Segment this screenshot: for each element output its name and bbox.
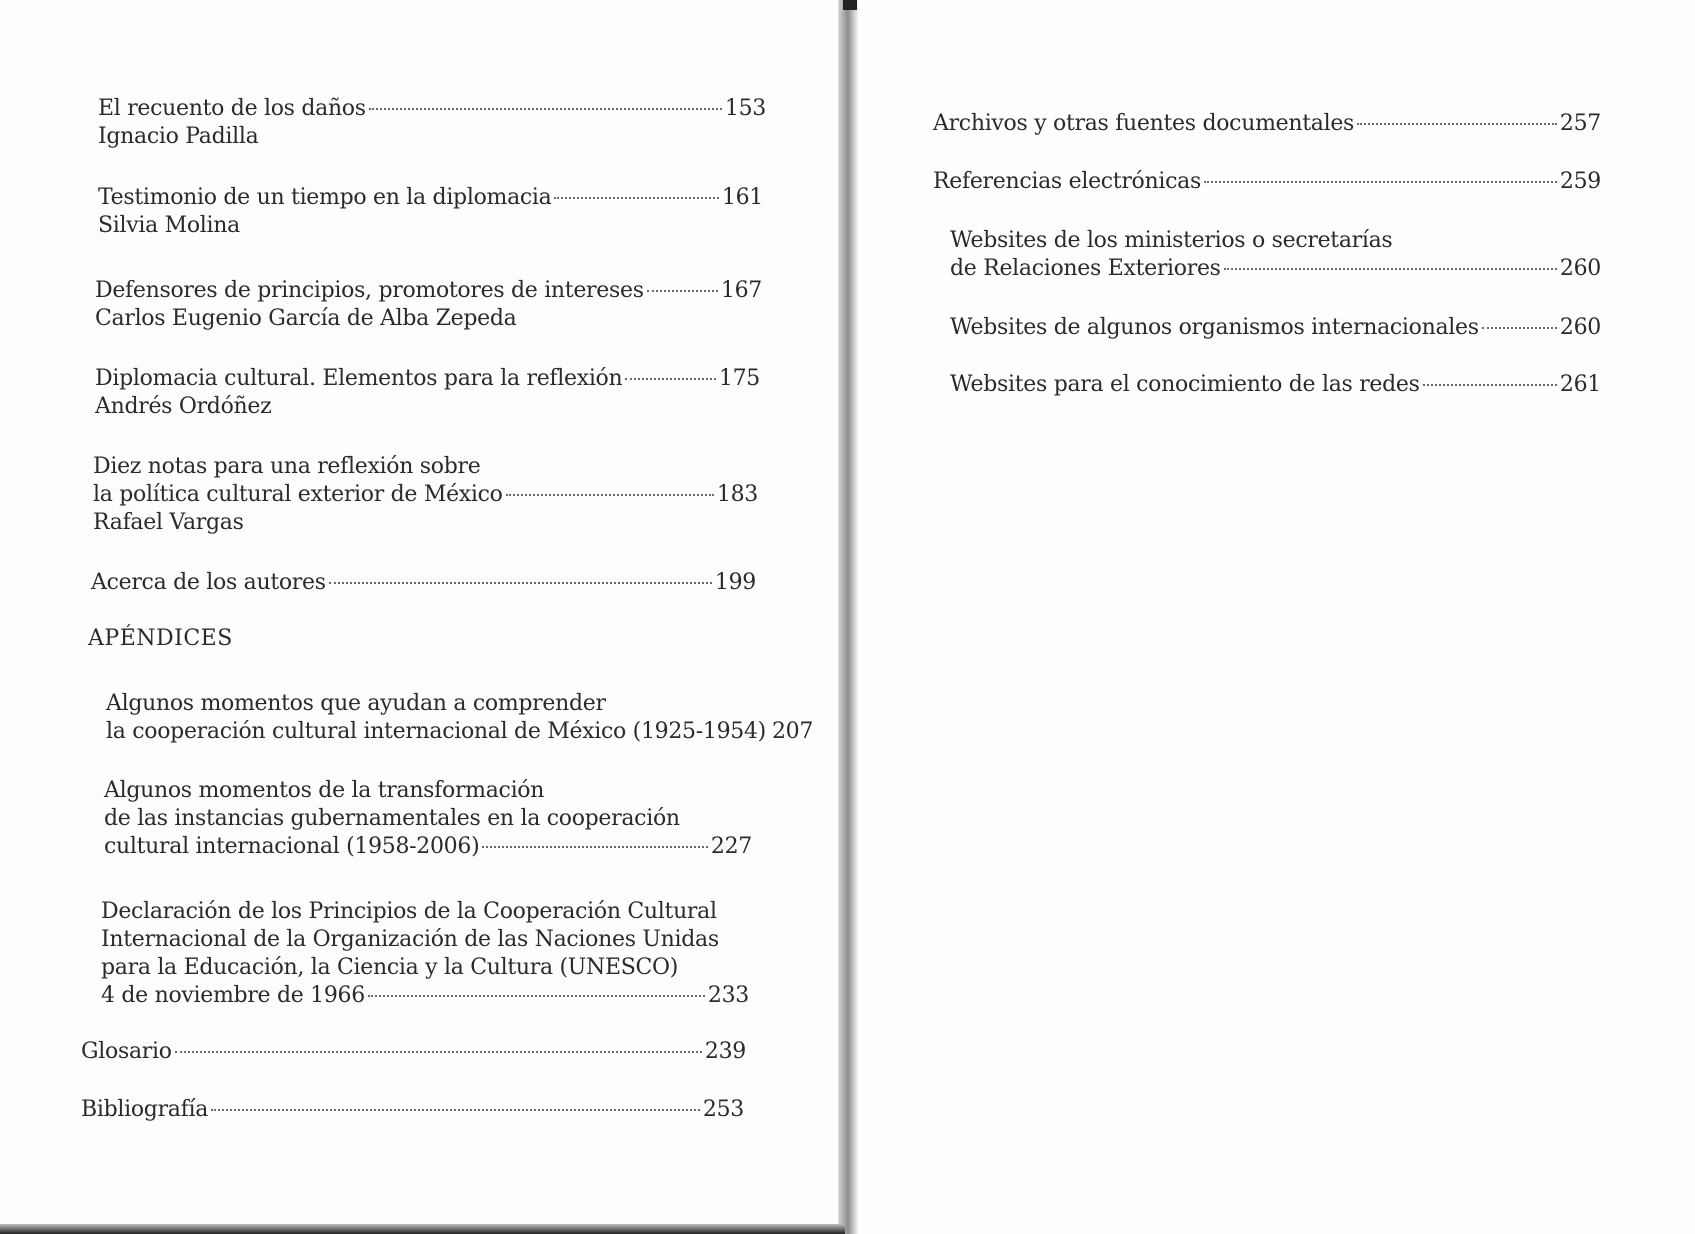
toc-entry	[950, 371, 1601, 399]
toc-entry-line: Internacional de la Organización de las Naciones Unidas	[101, 927, 719, 952]
toc-entry	[933, 110, 1601, 138]
toc-entry-page: 161	[721, 185, 763, 210]
gutter-mark	[843, 0, 857, 10]
toc-entry-line	[81, 1038, 746, 1066]
toc-entry-line: de las instancias gubernamentales en la cooperación	[104, 806, 680, 831]
dot-leader	[211, 1109, 700, 1111]
toc-entry-title: Testimonio de un tiempo en la diplomacia	[98, 185, 552, 210]
toc-entry-title: la política cultural exterior de México	[93, 482, 503, 507]
toc-entry	[91, 569, 756, 597]
toc-entry-page: 153	[724, 96, 766, 121]
dot-leader	[369, 108, 722, 110]
toc-entry-title: Defensores de principios, promotores de intereses	[95, 278, 644, 303]
toc-entry-line: Diez notas para una reflexión sobre	[93, 454, 481, 479]
toc-entry-page: 233	[707, 983, 749, 1008]
toc-entry	[98, 95, 766, 151]
toc-entry	[81, 1038, 746, 1066]
toc-entry-page: 257	[1559, 111, 1601, 136]
dot-leader	[1482, 327, 1557, 329]
toc-entry-title: El recuento de los daños	[98, 96, 366, 121]
toc-entry-title: de Relaciones Exteriores	[950, 256, 1221, 281]
toc-entry-title: Acerca de los autores	[91, 570, 326, 595]
toc-entry-line	[950, 255, 1601, 283]
toc-entry-line	[104, 833, 752, 861]
toc-entry-line	[101, 982, 749, 1010]
dot-leader	[368, 995, 705, 997]
toc-entry-line	[933, 110, 1601, 138]
toc-entry-line	[98, 184, 763, 212]
page-shadow	[0, 1224, 845, 1234]
dot-leader	[1423, 384, 1557, 386]
toc-entry-line	[106, 718, 814, 746]
toc-entry-page: 261	[1559, 372, 1601, 397]
toc-entry-title: la cooperación cultural internacional de México (1925-1954)	[106, 719, 766, 744]
book-gutter	[838, 0, 858, 1234]
toc-entry-page: 259	[1559, 169, 1601, 194]
appendix-entry	[104, 777, 752, 861]
toc-entry-page: 207	[771, 719, 814, 744]
toc-entry-author: Ignacio Padilla	[98, 124, 259, 149]
toc-entry-line: Declaración de los Principios de la Cooperación Cultural	[101, 899, 717, 924]
dot-leader	[506, 494, 714, 496]
toc-entry	[93, 453, 758, 537]
toc-entry	[933, 168, 1601, 196]
toc-entry-line	[98, 95, 766, 123]
toc-entry-line	[950, 371, 1601, 399]
toc-entry-author: Rafael Vargas	[93, 510, 244, 535]
toc-entry-page: 239	[704, 1039, 746, 1064]
appendix-heading: APÉNDICES	[88, 626, 233, 651]
dot-leader	[1204, 181, 1557, 183]
toc-entry-title: Glosario	[81, 1039, 172, 1064]
toc-entry-title: Bibliografía	[81, 1097, 209, 1122]
dot-leader	[175, 1051, 702, 1053]
toc-entry-title: Websites para el conocimiento de las redes	[950, 372, 1420, 397]
toc-entry-line: para la Educación, la Ciencia y la Cultura (UNESCO)	[101, 955, 679, 980]
toc-entry-title: Referencias electrónicas	[933, 169, 1201, 194]
toc-entry-line: Algunos momentos que ayudan a comprender	[106, 691, 606, 716]
dot-leader	[329, 582, 712, 584]
toc-entry-author: Andrés Ordóñez	[95, 394, 272, 419]
toc-entry-title: Diplomacia cultural. Elementos para la reflexión	[95, 366, 623, 391]
dot-leader	[482, 846, 708, 848]
toc-entry	[81, 1096, 744, 1124]
toc-entry-page: 253	[702, 1097, 744, 1122]
toc-entry-line	[933, 168, 1601, 196]
toc-entry-author: Carlos Eugenio García de Alba Zepeda	[95, 306, 517, 331]
toc-entry-line: Websites de los ministerios o secretarías	[950, 228, 1393, 253]
toc-entry-page: 227	[710, 834, 752, 859]
toc-entry-line	[950, 314, 1601, 342]
toc-entry	[98, 184, 763, 240]
dot-leader	[1224, 268, 1557, 270]
toc-entry-page: 260	[1559, 256, 1601, 281]
toc-entry-page: 199	[714, 570, 756, 595]
toc-entry-page: 183	[716, 482, 758, 507]
appendix-entry	[106, 690, 814, 746]
toc-entry-line	[95, 277, 762, 305]
dot-leader	[647, 290, 718, 292]
toc-entry-line	[91, 569, 756, 597]
toc-entry-line	[93, 481, 758, 509]
toc-entry-line: Algunos momentos de la transformación	[104, 778, 545, 803]
toc-entry	[950, 227, 1601, 283]
toc-entry-title: cultural internacional (1958-2006)	[104, 834, 480, 859]
toc-entry-title: Websites de algunos organismos internacionales	[950, 315, 1479, 340]
toc-entry	[950, 314, 1601, 342]
dot-leader	[554, 197, 718, 199]
toc-entry-line	[81, 1096, 744, 1124]
toc-entry-line	[95, 365, 760, 393]
dot-leader	[1357, 123, 1557, 125]
toc-entry-page: 167	[720, 278, 762, 303]
toc-entry	[95, 365, 760, 421]
toc-entry-page: 175	[718, 366, 760, 391]
dot-leader	[625, 378, 716, 380]
toc-entry-title: Archivos y otras fuentes documentales	[933, 111, 1355, 136]
toc-entry-page: 260	[1559, 315, 1601, 340]
toc-entry	[95, 277, 762, 333]
toc-entry-title: 4 de noviembre de 1966	[101, 983, 365, 1008]
appendix-entry	[101, 898, 749, 1010]
toc-entry-author: Silvia Molina	[98, 213, 240, 238]
